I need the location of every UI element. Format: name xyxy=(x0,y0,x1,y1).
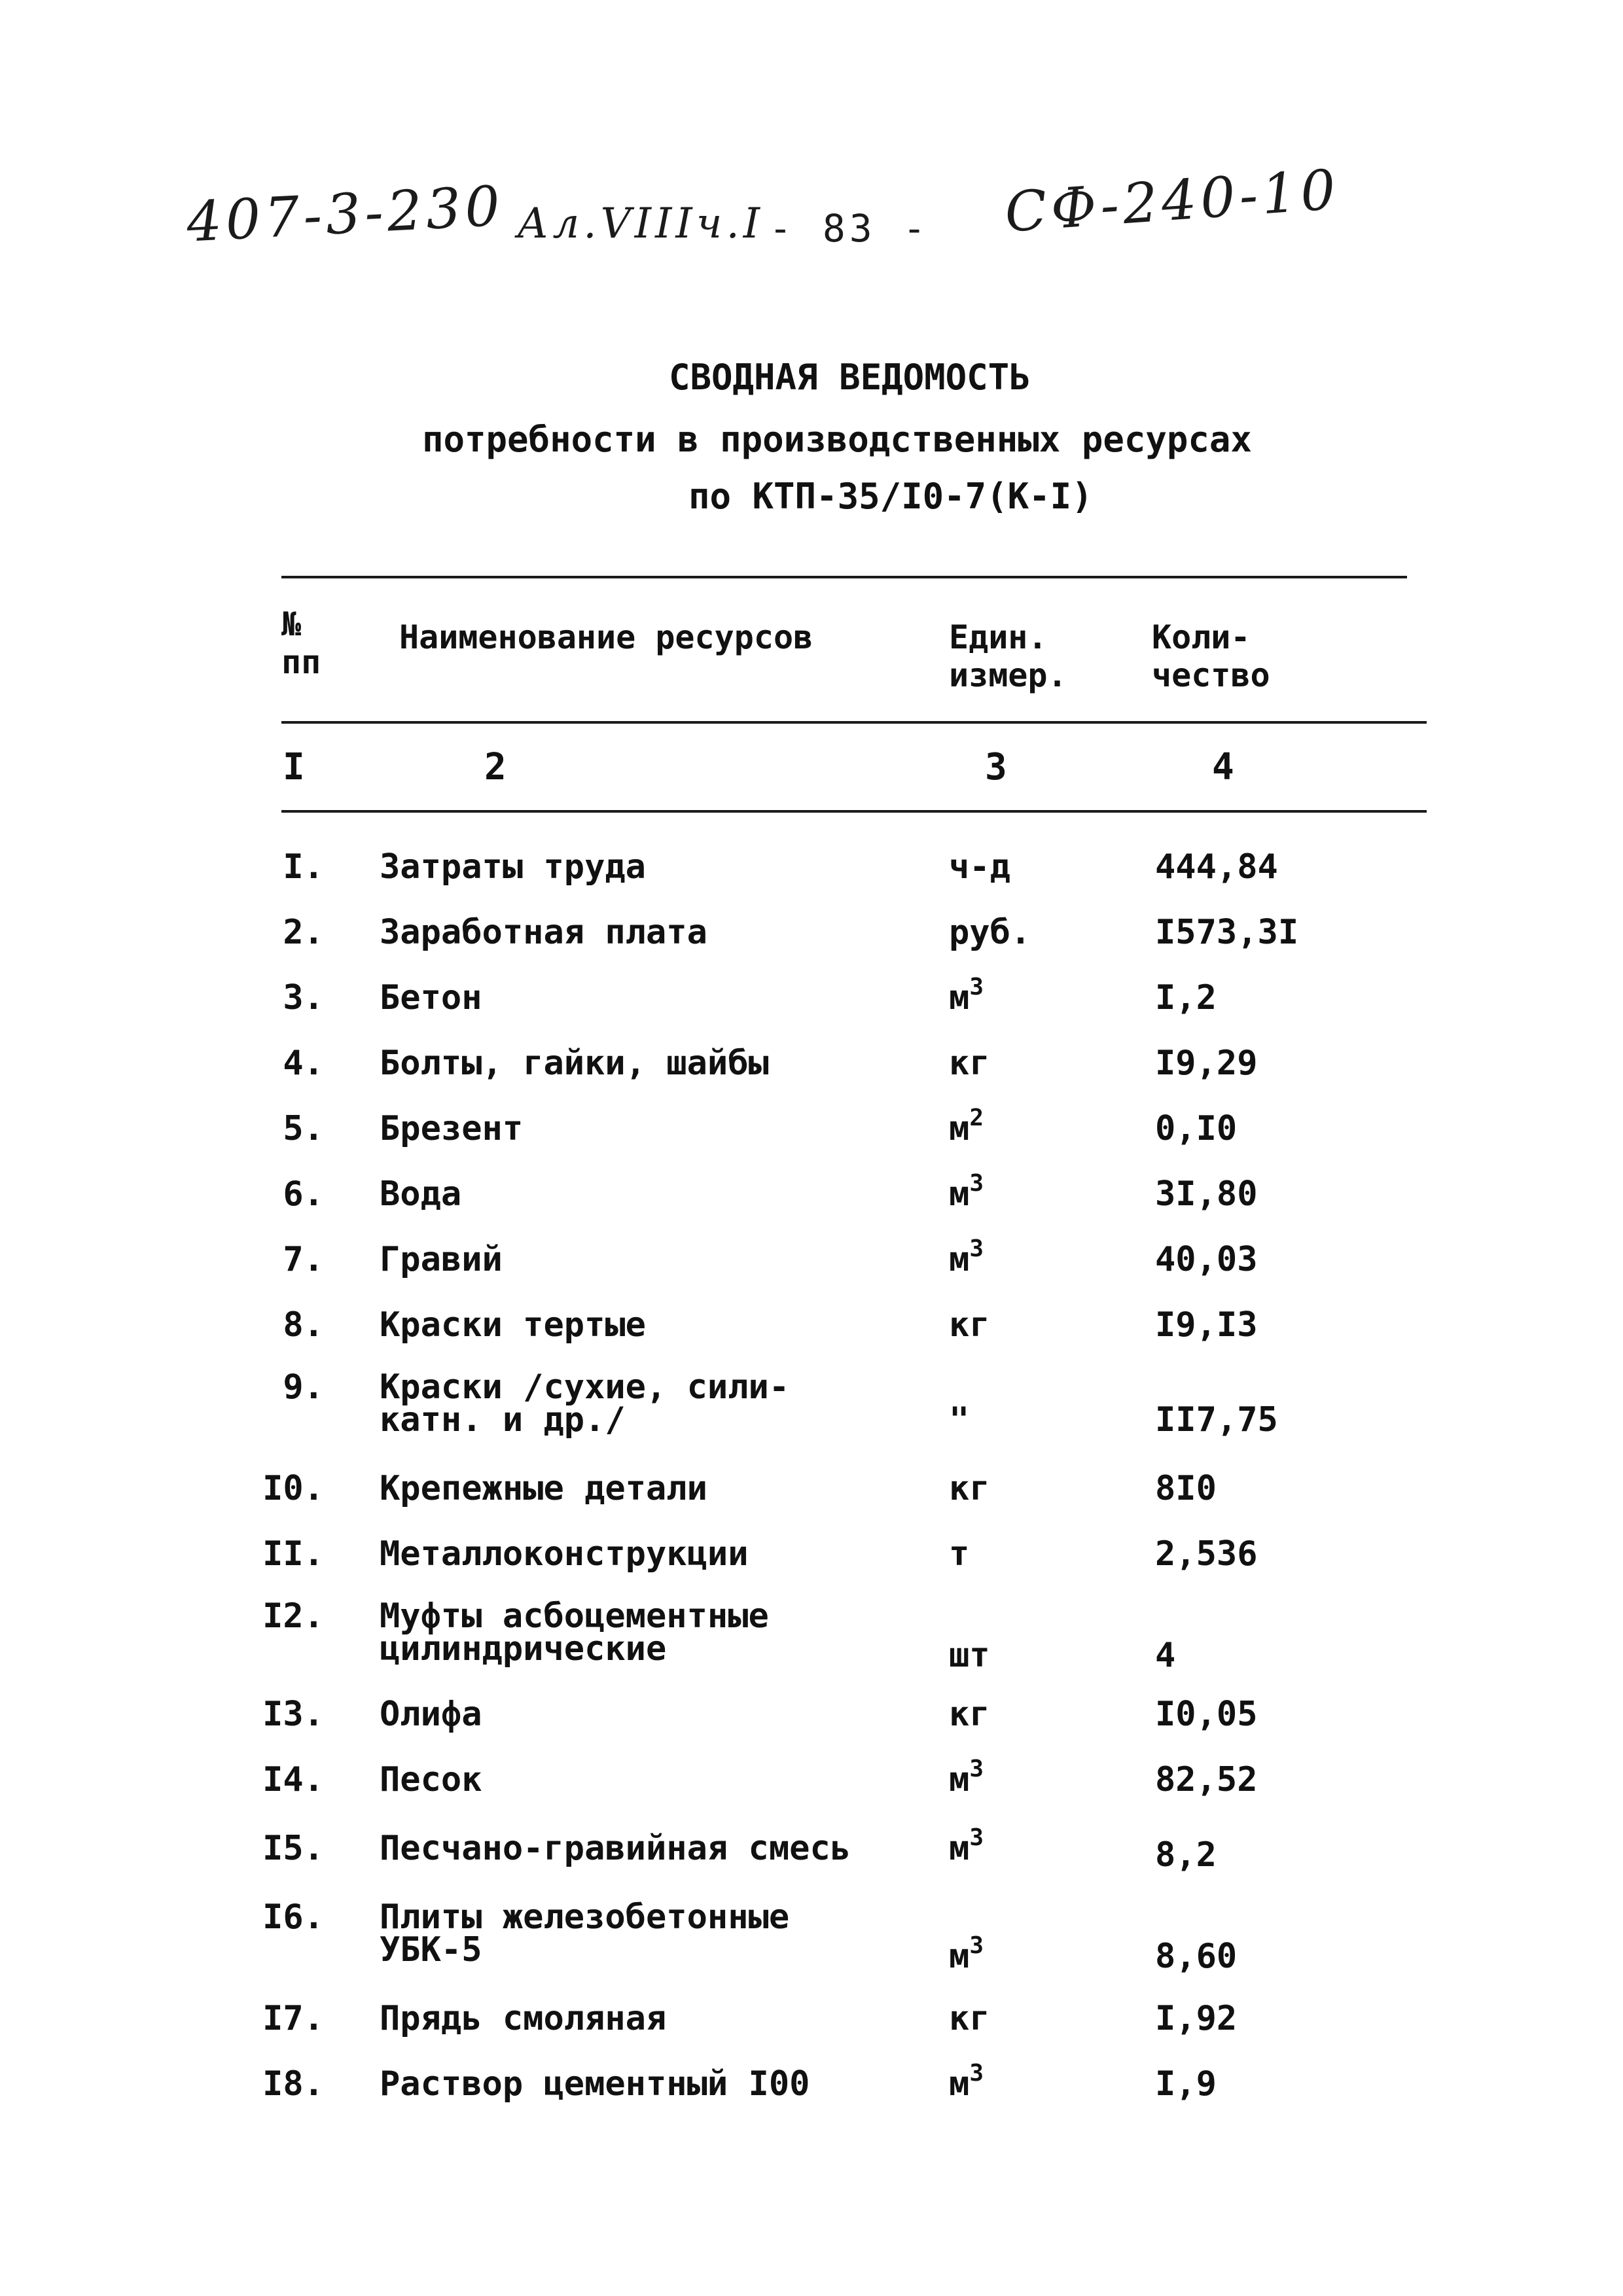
column-number-1: I xyxy=(283,746,305,788)
sheet-reference: Ал.VIIIч.I xyxy=(517,200,764,248)
column-header-unit-line1: Един. xyxy=(949,618,1048,656)
resource-name-line1: Краски /сухие, сили- xyxy=(380,1368,790,1407)
unit: кг xyxy=(949,1469,990,1508)
resource-name: Раствор цементный I00 xyxy=(380,2064,810,2104)
unit: $м^2$ xyxy=(949,1104,984,1148)
row-number: 9. xyxy=(283,1368,324,1407)
quantity: I,9 xyxy=(1155,2064,1217,2104)
resource-name: Песчано-гравийная смесь xyxy=(380,1829,851,1868)
column-header-unit-line2: измер. xyxy=(949,656,1067,694)
unit: $м^3$ xyxy=(949,1932,984,1976)
row-number: I4. xyxy=(262,1760,324,1799)
unit: $м^3$ xyxy=(949,2060,984,2104)
resource-name: Болты, гайки, шайбы xyxy=(380,1044,769,1083)
quantity: I0,05 xyxy=(1155,1695,1258,1734)
resource-name-line2: цилиндрические xyxy=(380,1629,667,1669)
quantity: 8I0 xyxy=(1155,1469,1217,1508)
column-header-quantity xyxy=(1152,618,1270,694)
header-bottom-rule xyxy=(281,721,1427,724)
quantity: II7,75 xyxy=(1155,1400,1278,1439)
quantity: 40,03 xyxy=(1155,1240,1258,1279)
column-number-2: 2 xyxy=(484,746,507,788)
quantity: 0,I0 xyxy=(1155,1109,1238,1148)
column-numbers-rule xyxy=(281,810,1427,813)
row-number: 8. xyxy=(283,1305,324,1345)
row-number: II. xyxy=(262,1534,324,1574)
unit: $м^3$ xyxy=(949,1235,984,1279)
row-number: I6. xyxy=(262,1898,324,1937)
resource-name xyxy=(380,1597,769,1669)
row-number: 6. xyxy=(283,1174,324,1214)
resource-name: Песок xyxy=(380,1760,482,1799)
document-subtitle-object: по КТП-35/I0-7(К-I) xyxy=(688,476,1093,517)
document-title: СВОДНАЯ ВЕДОМОСТЬ xyxy=(669,357,1031,398)
column-header-name: Наименование ресурсов xyxy=(399,618,813,656)
row-number: I7. xyxy=(262,1999,324,2038)
document-subtitle: потребности в производственных ресурсах xyxy=(422,419,1252,460)
row-number: 5. xyxy=(283,1109,324,1148)
quantity: I9,29 xyxy=(1155,1044,1258,1083)
table-top-rule xyxy=(281,576,1407,578)
resource-name-line1: Плиты железобетонные xyxy=(380,1898,790,1937)
resource-name: Металлоконструкции xyxy=(380,1534,749,1574)
unit: $м^3$ xyxy=(949,1170,984,1214)
row-number: I3. xyxy=(262,1695,324,1734)
unit: $м^3$ xyxy=(949,974,984,1017)
page-number: - 83 - xyxy=(769,206,930,251)
quantity: I,2 xyxy=(1155,978,1217,1017)
unit: руб. xyxy=(949,913,1031,952)
row-number: I2. xyxy=(262,1597,324,1636)
row-number: I8. xyxy=(262,2064,324,2104)
column-number-3: 3 xyxy=(985,746,1007,788)
quantity: 3I,80 xyxy=(1155,1174,1258,1214)
column-header-number-line1: № xyxy=(281,605,302,643)
quantity: I9,I3 xyxy=(1155,1305,1258,1345)
unit: кг xyxy=(949,1044,990,1083)
row-number: 3. xyxy=(283,978,324,1017)
unit-ditto: " xyxy=(949,1400,970,1439)
unit: ч-д xyxy=(949,847,1010,887)
column-header-quantity-line1: Коли- xyxy=(1152,618,1251,656)
unit: $м^3$ xyxy=(949,1824,984,1868)
resource-name: Брезент xyxy=(380,1109,524,1148)
unit: шт xyxy=(949,1636,990,1675)
unit: $м^3$ xyxy=(949,1756,984,1799)
unit: кг xyxy=(949,1999,990,2038)
row-number: I. xyxy=(283,847,324,887)
quantity: I,92 xyxy=(1155,1999,1238,2038)
row-number: 4. xyxy=(283,1044,324,1083)
unit: т xyxy=(949,1534,970,1574)
document-code: 407-3-230 xyxy=(185,173,506,255)
quantity: 82,52 xyxy=(1155,1760,1258,1799)
resource-name xyxy=(380,1898,790,1969)
resource-name: Вода xyxy=(380,1174,462,1214)
quantity: 444,84 xyxy=(1155,847,1278,887)
quantity: 8,2 xyxy=(1155,1835,1217,1875)
resource-name: Прядь смоляная xyxy=(380,1999,667,2038)
resource-name: Крепежные детали xyxy=(380,1469,707,1508)
resource-name: Краски тертые xyxy=(380,1305,646,1345)
column-header-unit xyxy=(949,618,1067,694)
quantity: 4 xyxy=(1155,1636,1176,1675)
column-header-number-line2: пп xyxy=(281,643,321,681)
resource-name: Затраты труда xyxy=(380,847,646,887)
document-reference: СФ-240-10 xyxy=(1003,157,1342,245)
column-header-number xyxy=(281,605,321,681)
unit: кг xyxy=(949,1305,990,1345)
row-number: I0. xyxy=(262,1469,324,1508)
quantity: 8,60 xyxy=(1155,1937,1238,1976)
resource-name-line2: катн. и др./ xyxy=(380,1400,626,1439)
resource-name: Бетон xyxy=(380,978,482,1017)
resource-name-line2: УБК-5 xyxy=(380,1930,482,1969)
resource-name: Гравий xyxy=(380,1240,503,1279)
row-number: 2. xyxy=(283,913,324,952)
resource-name xyxy=(380,1368,790,1439)
column-number-4: 4 xyxy=(1212,746,1234,788)
unit: кг xyxy=(949,1695,990,1734)
resource-name-line1: Муфты асбоцементные xyxy=(380,1597,769,1636)
resource-name: Заработная плата xyxy=(380,913,707,952)
row-number: 7. xyxy=(283,1240,324,1279)
row-number: I5. xyxy=(262,1829,324,1868)
quantity: 2,536 xyxy=(1155,1534,1258,1574)
resource-name: Олифа xyxy=(380,1695,482,1734)
column-header-quantity-line2: чество xyxy=(1152,656,1270,694)
quantity: I573,3I xyxy=(1155,913,1299,952)
